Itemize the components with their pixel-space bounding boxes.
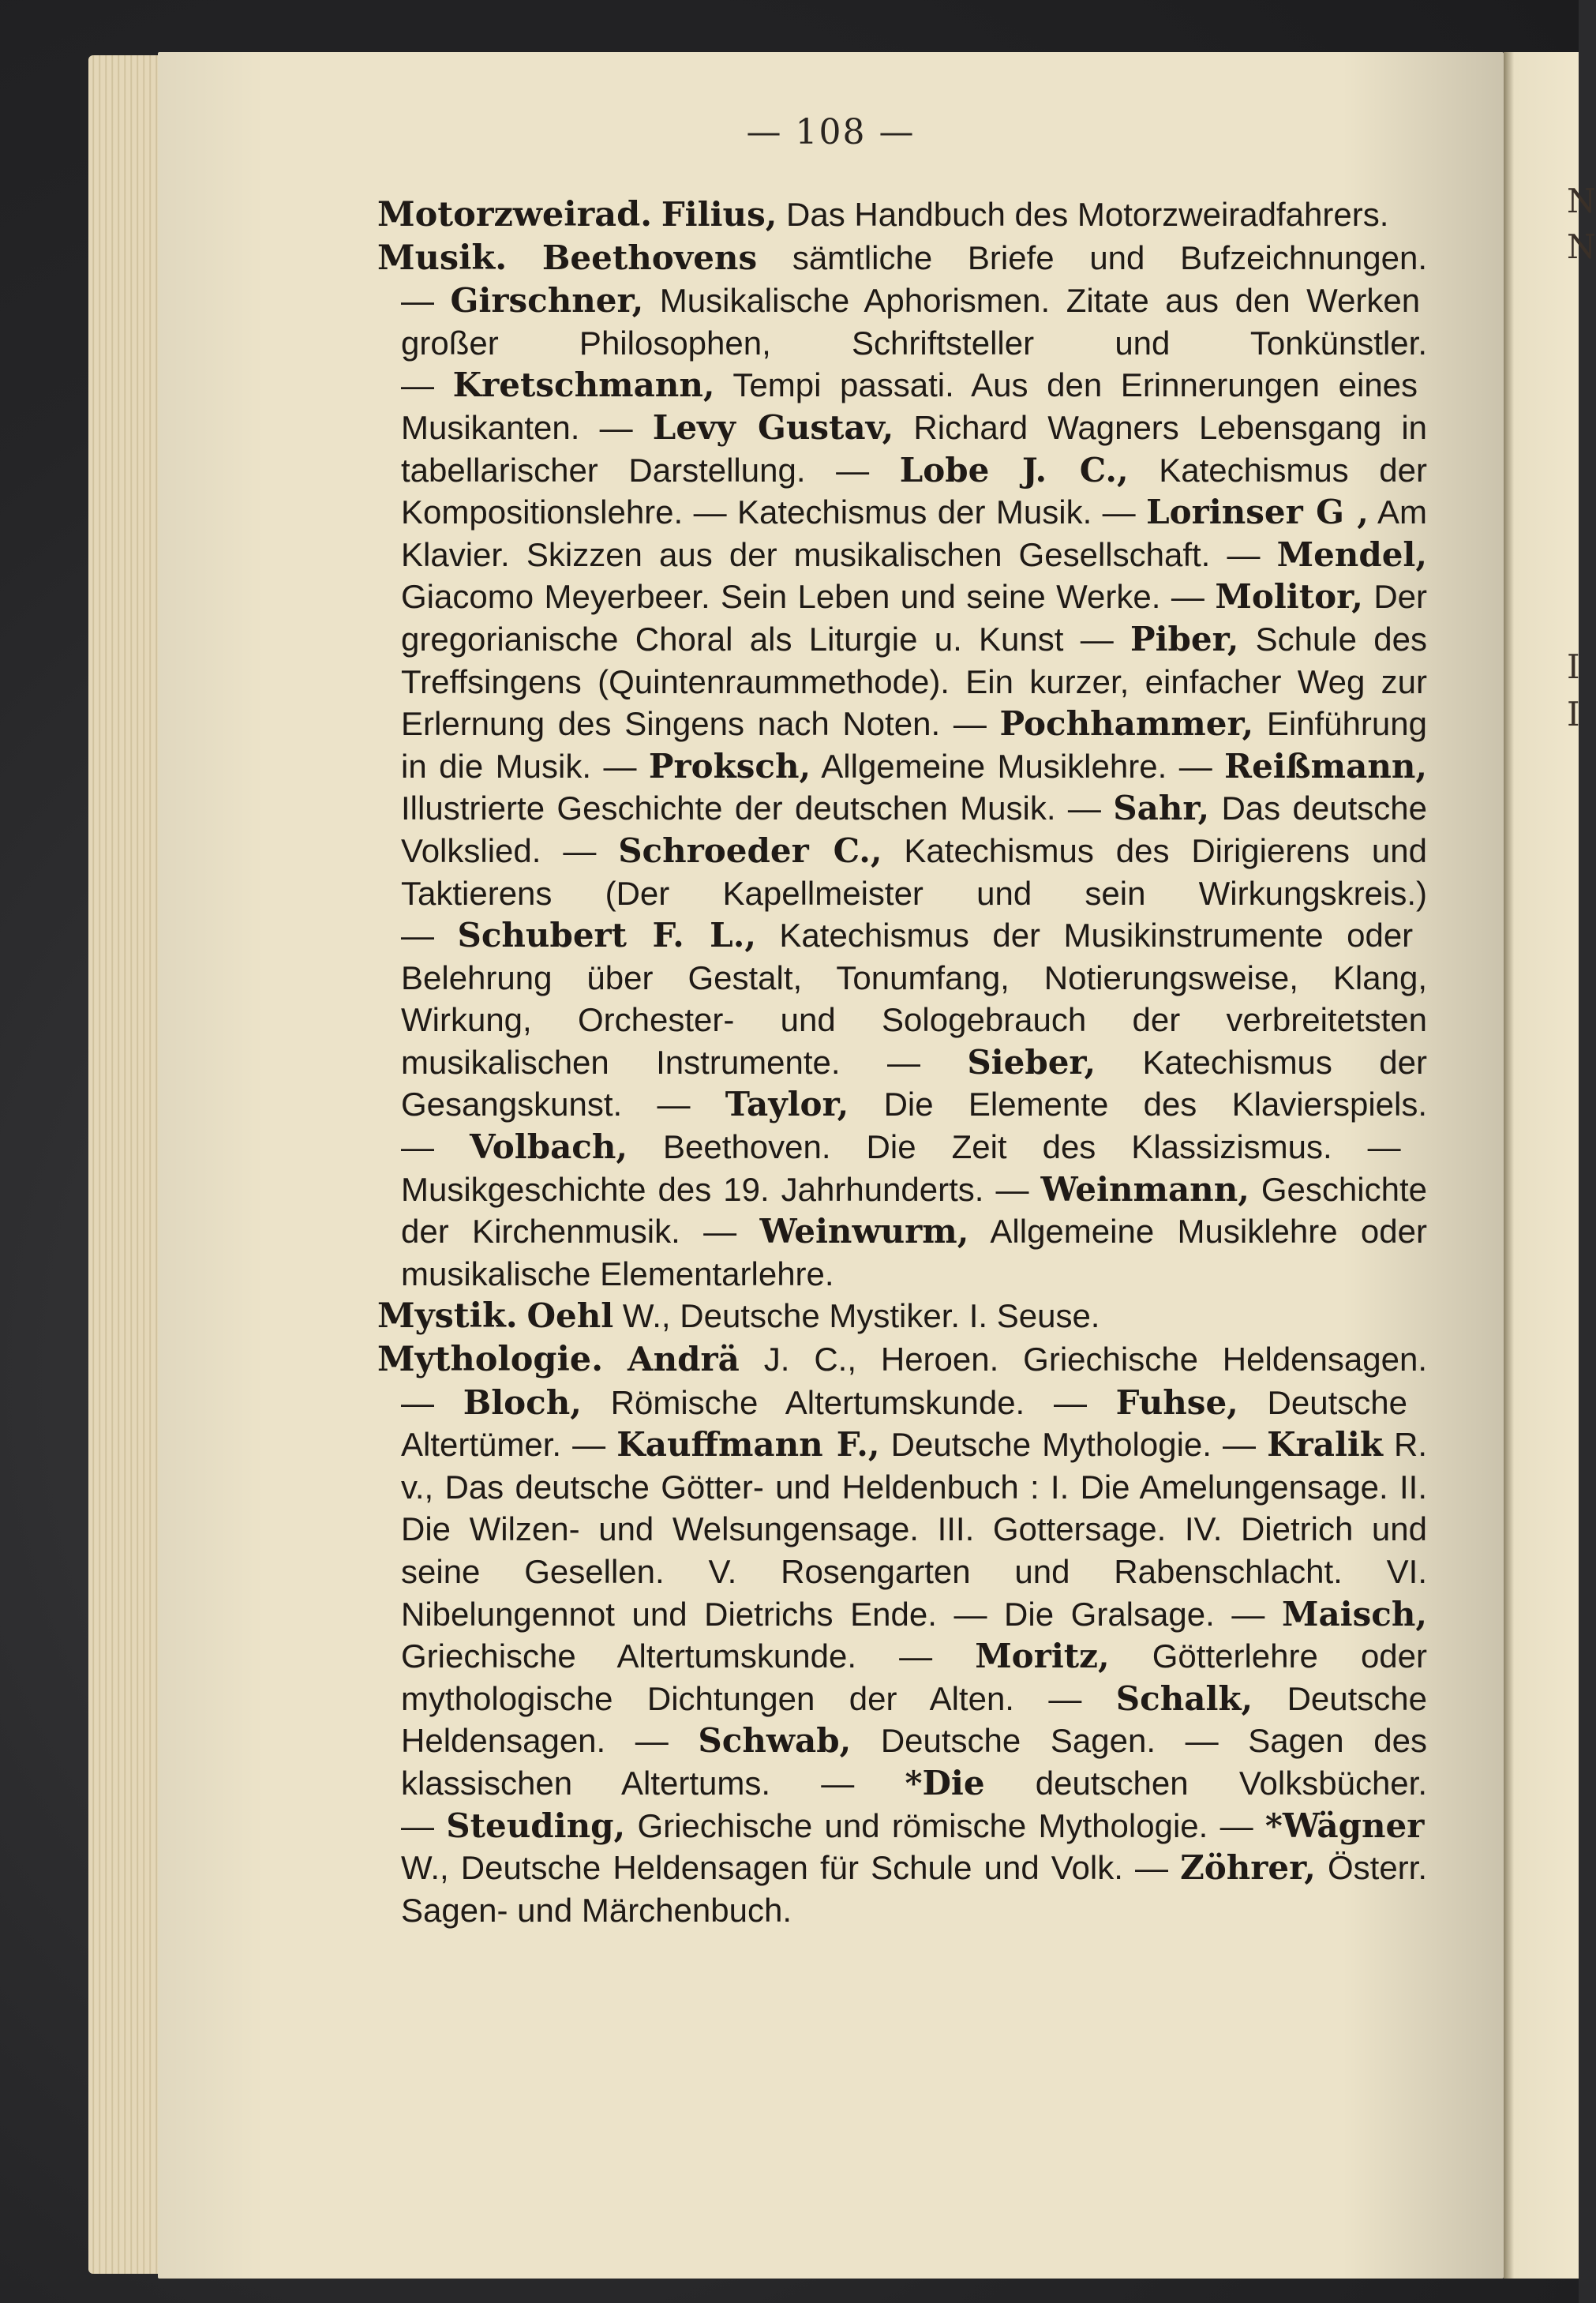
author-name: Schwab,	[698, 1721, 852, 1761]
book-title: Deutsche Mythologie.	[890, 1426, 1212, 1464]
author-name: Pochhammer,	[999, 704, 1254, 744]
book-title: Am Klavier. Skizzen aus der musikalischen Gesellschaft.	[401, 493, 1428, 573]
separator-dash: —	[1214, 1595, 1282, 1633]
author-name: Taylor,	[725, 1085, 849, 1124]
author-name: Reißmann,	[1224, 746, 1428, 786]
book-title: Richard Wagners Lebensgang in tabellarischer Darstellung.	[401, 408, 1428, 489]
separator-dash: —	[1167, 747, 1225, 785]
facing-page-glyph: N	[1567, 227, 1596, 266]
author-name: Schalk,	[1115, 1678, 1253, 1718]
book-title: Geschichte der Kirchenmusik.	[401, 1170, 1427, 1251]
book-title: Deutsche Heldensagen.	[401, 1679, 1427, 1760]
page-number: — 108 —	[746, 112, 916, 152]
book-title: deutschen Volksbücher.	[1035, 1764, 1427, 1802]
author-name: Zöhrer,	[1180, 1848, 1316, 1888]
book-title: Deutsche Altertümer.	[401, 1383, 1407, 1464]
separator-dash: —	[579, 408, 653, 446]
catalog-entry	[377, 193, 1427, 237]
book-title: Illustrierte Geschichte der deutschen Musik.	[401, 790, 1056, 827]
separator-dash: —	[605, 1722, 699, 1760]
separator-dash: —	[940, 705, 1000, 743]
author-name: Bloch,	[463, 1382, 582, 1422]
author-name: Beethovens	[541, 238, 758, 277]
book-title: Die Elemente des Klavierspiels.	[883, 1086, 1428, 1123]
subject-heading: Mythologie.	[377, 1340, 604, 1380]
catalog-text	[377, 193, 1427, 1931]
separator-dash: —	[1092, 493, 1147, 531]
separator-dash: —	[983, 1170, 1041, 1208]
catalog-entry	[377, 1338, 1427, 1931]
author-name: Lorinser G ,	[1146, 493, 1369, 532]
separator-dash: —	[401, 1806, 447, 1844]
separator-dash: —	[401, 282, 451, 320]
author-name: Volbach,	[470, 1127, 628, 1167]
author-name: Lobe J. C.,	[899, 450, 1129, 489]
separator-dash: —	[1025, 1383, 1116, 1421]
author-name: Kretschmann,	[452, 366, 715, 405]
book-title: W., Deutsche Heldensagen für Schule und Volk.	[401, 1849, 1123, 1887]
book-title: Schule des Treffsingens (Quintenraummethode). Ein kurzer, einfacher Weg zur Erlernung des Singens nach Noten.	[401, 620, 1428, 743]
author-name: Fuhse,	[1115, 1382, 1238, 1422]
separator-dash: —	[856, 1637, 976, 1675]
author-name: Proksch,	[648, 746, 811, 786]
separator-dash: —	[1208, 1806, 1265, 1844]
author-name: Andrä	[628, 1340, 740, 1379]
facing-page-glyph: I	[1567, 695, 1580, 733]
book-title: Götterlehre oder mythologische Dichtungen der Alten.	[401, 1637, 1428, 1717]
book-title: J. C., Heroen. Griechische Heldensagen.	[763, 1341, 1428, 1378]
author-name: Sahr,	[1113, 789, 1210, 828]
separator-dash: —	[1210, 535, 1277, 573]
author-name: Steuding,	[446, 1806, 626, 1845]
separator-dash: —	[805, 451, 900, 489]
book-title: Allgemeine Musiklehre oder musikalische Elementarlehre.	[401, 1213, 1427, 1292]
separator-dash: —	[1122, 1849, 1181, 1887]
author-name: Mendel,	[1276, 534, 1427, 574]
separator-dash: —	[401, 917, 458, 955]
subject-heading: Mystik.	[377, 1296, 518, 1337]
author-name: Girschner,	[450, 281, 644, 321]
book-title: Einführung in die Musik.	[401, 705, 1427, 785]
separator-dash: —	[1211, 1426, 1268, 1464]
separator-dash: —	[1013, 1679, 1116, 1717]
separator-dash: —	[1055, 790, 1114, 827]
author-name: Kralik	[1267, 1425, 1383, 1465]
separator-dash: —	[680, 1213, 760, 1251]
author-name: Schroeder C.,	[618, 831, 882, 870]
author-name: Weinwurm,	[759, 1212, 969, 1251]
book-title: Beethoven. Die Zeit des Klassizismus. — Musikgeschichte des 19. Jahrhunderts.	[401, 1128, 1401, 1208]
separator-dash: —	[770, 1764, 905, 1802]
book-title: sämtliche Briefe und Bufzeichnungen.	[792, 238, 1428, 276]
book-title: R. v., Das deutsche Götter- und Heldenbuch : I. Die Amelungensage. II. Die Wilzen- und Welsungensage. III. Gottersage. IV. Dietrich und seine Gesellen. V. Rosengarten und Rabenschlacht. VI. Nibelungennot und Dietrichs Ende. — Die Gralsage.	[401, 1426, 1428, 1633]
author-name: Moritz,	[975, 1637, 1110, 1676]
author-name: Kauffmann F.,	[616, 1425, 880, 1465]
book-title: Katechismus der Kompositionslehre. — Katechismus der Musik.	[401, 451, 1427, 531]
book-title: Das deutsche Volkslied.	[401, 790, 1427, 869]
book-title: Römische Altertumskunde.	[610, 1383, 1025, 1421]
catalog-entry	[377, 1295, 1427, 1338]
book-title: W., Deutsche Mystiker. I. Seuse.	[622, 1297, 1100, 1335]
facing-page-glyph: N	[1567, 182, 1596, 220]
author-name: Sieber,	[967, 1042, 1096, 1082]
separator-dash: —	[401, 1383, 463, 1421]
book-title: Katechismus des Dirigierens und Taktierens (Der Kapellmeister und sein Wirkungskreis.)	[401, 831, 1428, 912]
author-name: Weinmann,	[1040, 1169, 1249, 1209]
book-title: Musikalische Aphorismen. Zitate aus den Werken großer Philosophen, Schriftsteller und Tonkünstler.	[401, 282, 1427, 362]
book-title: Katechismus der Musikinstrumente oder Belehrung über Gestalt, Tonumfang, Notierungsweise, Klang, Wirkung, Orchester- und Sologebrauch der verbreitetsten musikalischen Instrumente.	[401, 917, 1427, 1081]
author-name: *Die	[905, 1763, 985, 1802]
separator-dash: —	[1160, 578, 1216, 616]
book-title: Griechische und römische Mythologie.	[637, 1806, 1208, 1844]
author-name: Oehl	[526, 1296, 614, 1336]
book-title: Tempi passati. Aus den Erinnerungen eines Musikanten.	[401, 366, 1418, 446]
book-title: Griechische Altertumskunde.	[401, 1637, 856, 1675]
book-title: Deutsche Sagen. — Sagen des klassischen Altertums.	[401, 1722, 1427, 1802]
separator-dash: —	[561, 1426, 617, 1464]
facing-page-glyph: I	[1567, 647, 1580, 686]
subject-heading: Musik.	[377, 238, 508, 278]
author-name: Levy Gustav,	[652, 407, 894, 447]
author-name: Molitor,	[1215, 577, 1363, 617]
subject-heading: Motorzweirad.	[377, 195, 653, 234]
book-title: Allgemeine Musiklehre.	[821, 747, 1167, 785]
book-title: Das Handbuch des Motorzweiradfahrers.	[786, 196, 1389, 233]
separator-dash: —	[1063, 620, 1130, 658]
book-title: Österr. Sagen- und Märchenbuch.	[401, 1849, 1428, 1929]
separator-dash: —	[401, 1128, 470, 1166]
separator-dash: —	[622, 1086, 725, 1123]
facing-page-edge	[1504, 52, 1579, 2279]
separator-dash: —	[401, 366, 453, 404]
separator-dash: —	[840, 1043, 968, 1081]
catalog-entry	[377, 237, 1427, 1296]
author-name: Maisch,	[1281, 1594, 1427, 1633]
separator-dash: —	[591, 747, 649, 785]
author-name: Schubert F. L.,	[457, 916, 756, 955]
author-name: Filius,	[661, 195, 777, 234]
book-title: Katechismus der Gesangskunst.	[401, 1043, 1427, 1123]
author-name: Piber,	[1130, 619, 1239, 658]
book-title: Giacomo Meyerbeer. Sein Leben und seine Werke.	[401, 578, 1161, 616]
author-name: *Wägner	[1264, 1806, 1425, 1845]
separator-dash: —	[541, 831, 619, 869]
book-title: Der gregorianische Choral als Liturgie u. Kunst	[401, 578, 1427, 658]
